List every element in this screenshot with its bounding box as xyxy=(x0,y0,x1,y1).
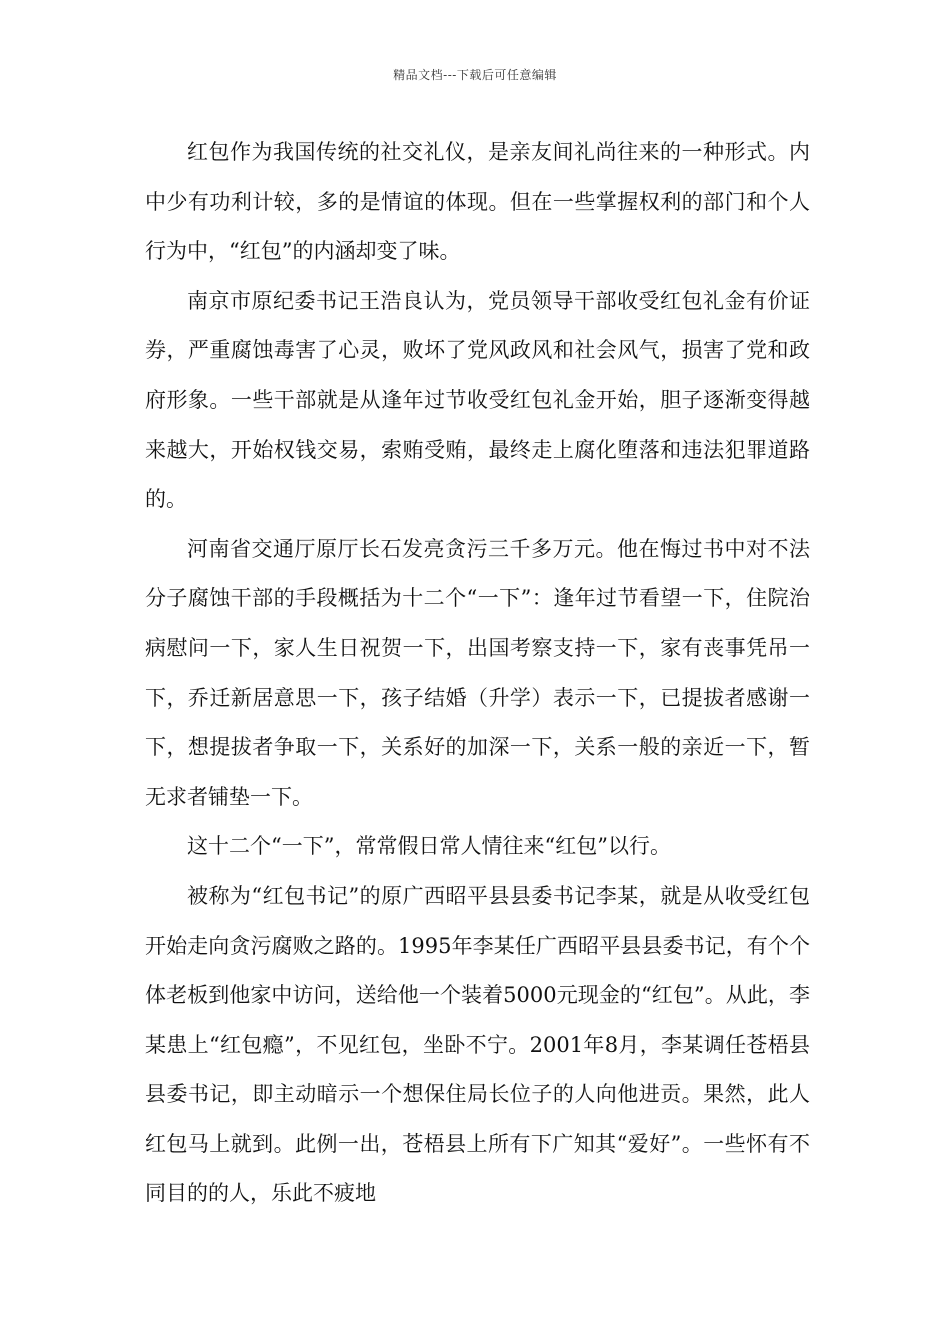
paragraph-4: 这十二个“一下”，常常假日常人情往来“红包”以行。 xyxy=(187,834,671,859)
paragraph-2: 南京市原纪委书记王浩良认为，党员领导干部收受红包礼金有价证券，严重腐蚀毒害了心灵，败坏了党风政风和社会风气，损害了党和政府形象。一些干部就是从逢年过节收受红包礼金开始，胆子逐渐变得越来越大，开始权钱交易，索贿受贿，最终走上腐化堕落和违法犯罪道路的。 xyxy=(145,288,810,512)
paragraph-1: 红包作为我国传统的社交礼仪，是亲友间礼尚往来的一种形式。内中少有功利计较，多的是情谊的体现。但在一些掌握权利的部门和个人行为中，“红包”的内涵却变了味。 xyxy=(145,140,810,264)
document-body xyxy=(145,128,810,1219)
page-header: 精品文档---下载后可任意编辑 xyxy=(393,68,557,82)
paragraph-3: 河南省交通厅原厅长石发亮贪污三千多万元。他在悔过书中对不法分子腐蚀干部的手段概括为十二个“一下”：逢年过节看望一下，住院治病慰问一下，家人生日祝贺一下，出国考察支持一下，家有丧事凭吊一下，乔迁新居意思一下，孩子结婚（升学）表示一下，已提拔者感谢一下，想提拔者争取一下，关系好的加深一下，关系一般的亲近一下，暂无求者铺垫一下。 xyxy=(145,536,810,809)
paragraph-5: 被称为“红包书记”的原广西昭平县县委书记李某，就是从收受红包开始走向贪污腐败之路的。1995年李某任广西昭平县县委书记，有个个体老板到他家中访问，送给他一个装着5000元现金的“红包”。从此，李某患上“红包瘾”，不见红包，坐卧不宁。2001年8月，李某调任苍梧县县委书记，即主动暗示一个想保住局长位子的人向他进贡。果然，此人红包马上就到。此例一出，苍梧县上所有下广知其“爱好”。一些怀有不同目的的人，乐此不疲地 xyxy=(145,883,810,1206)
